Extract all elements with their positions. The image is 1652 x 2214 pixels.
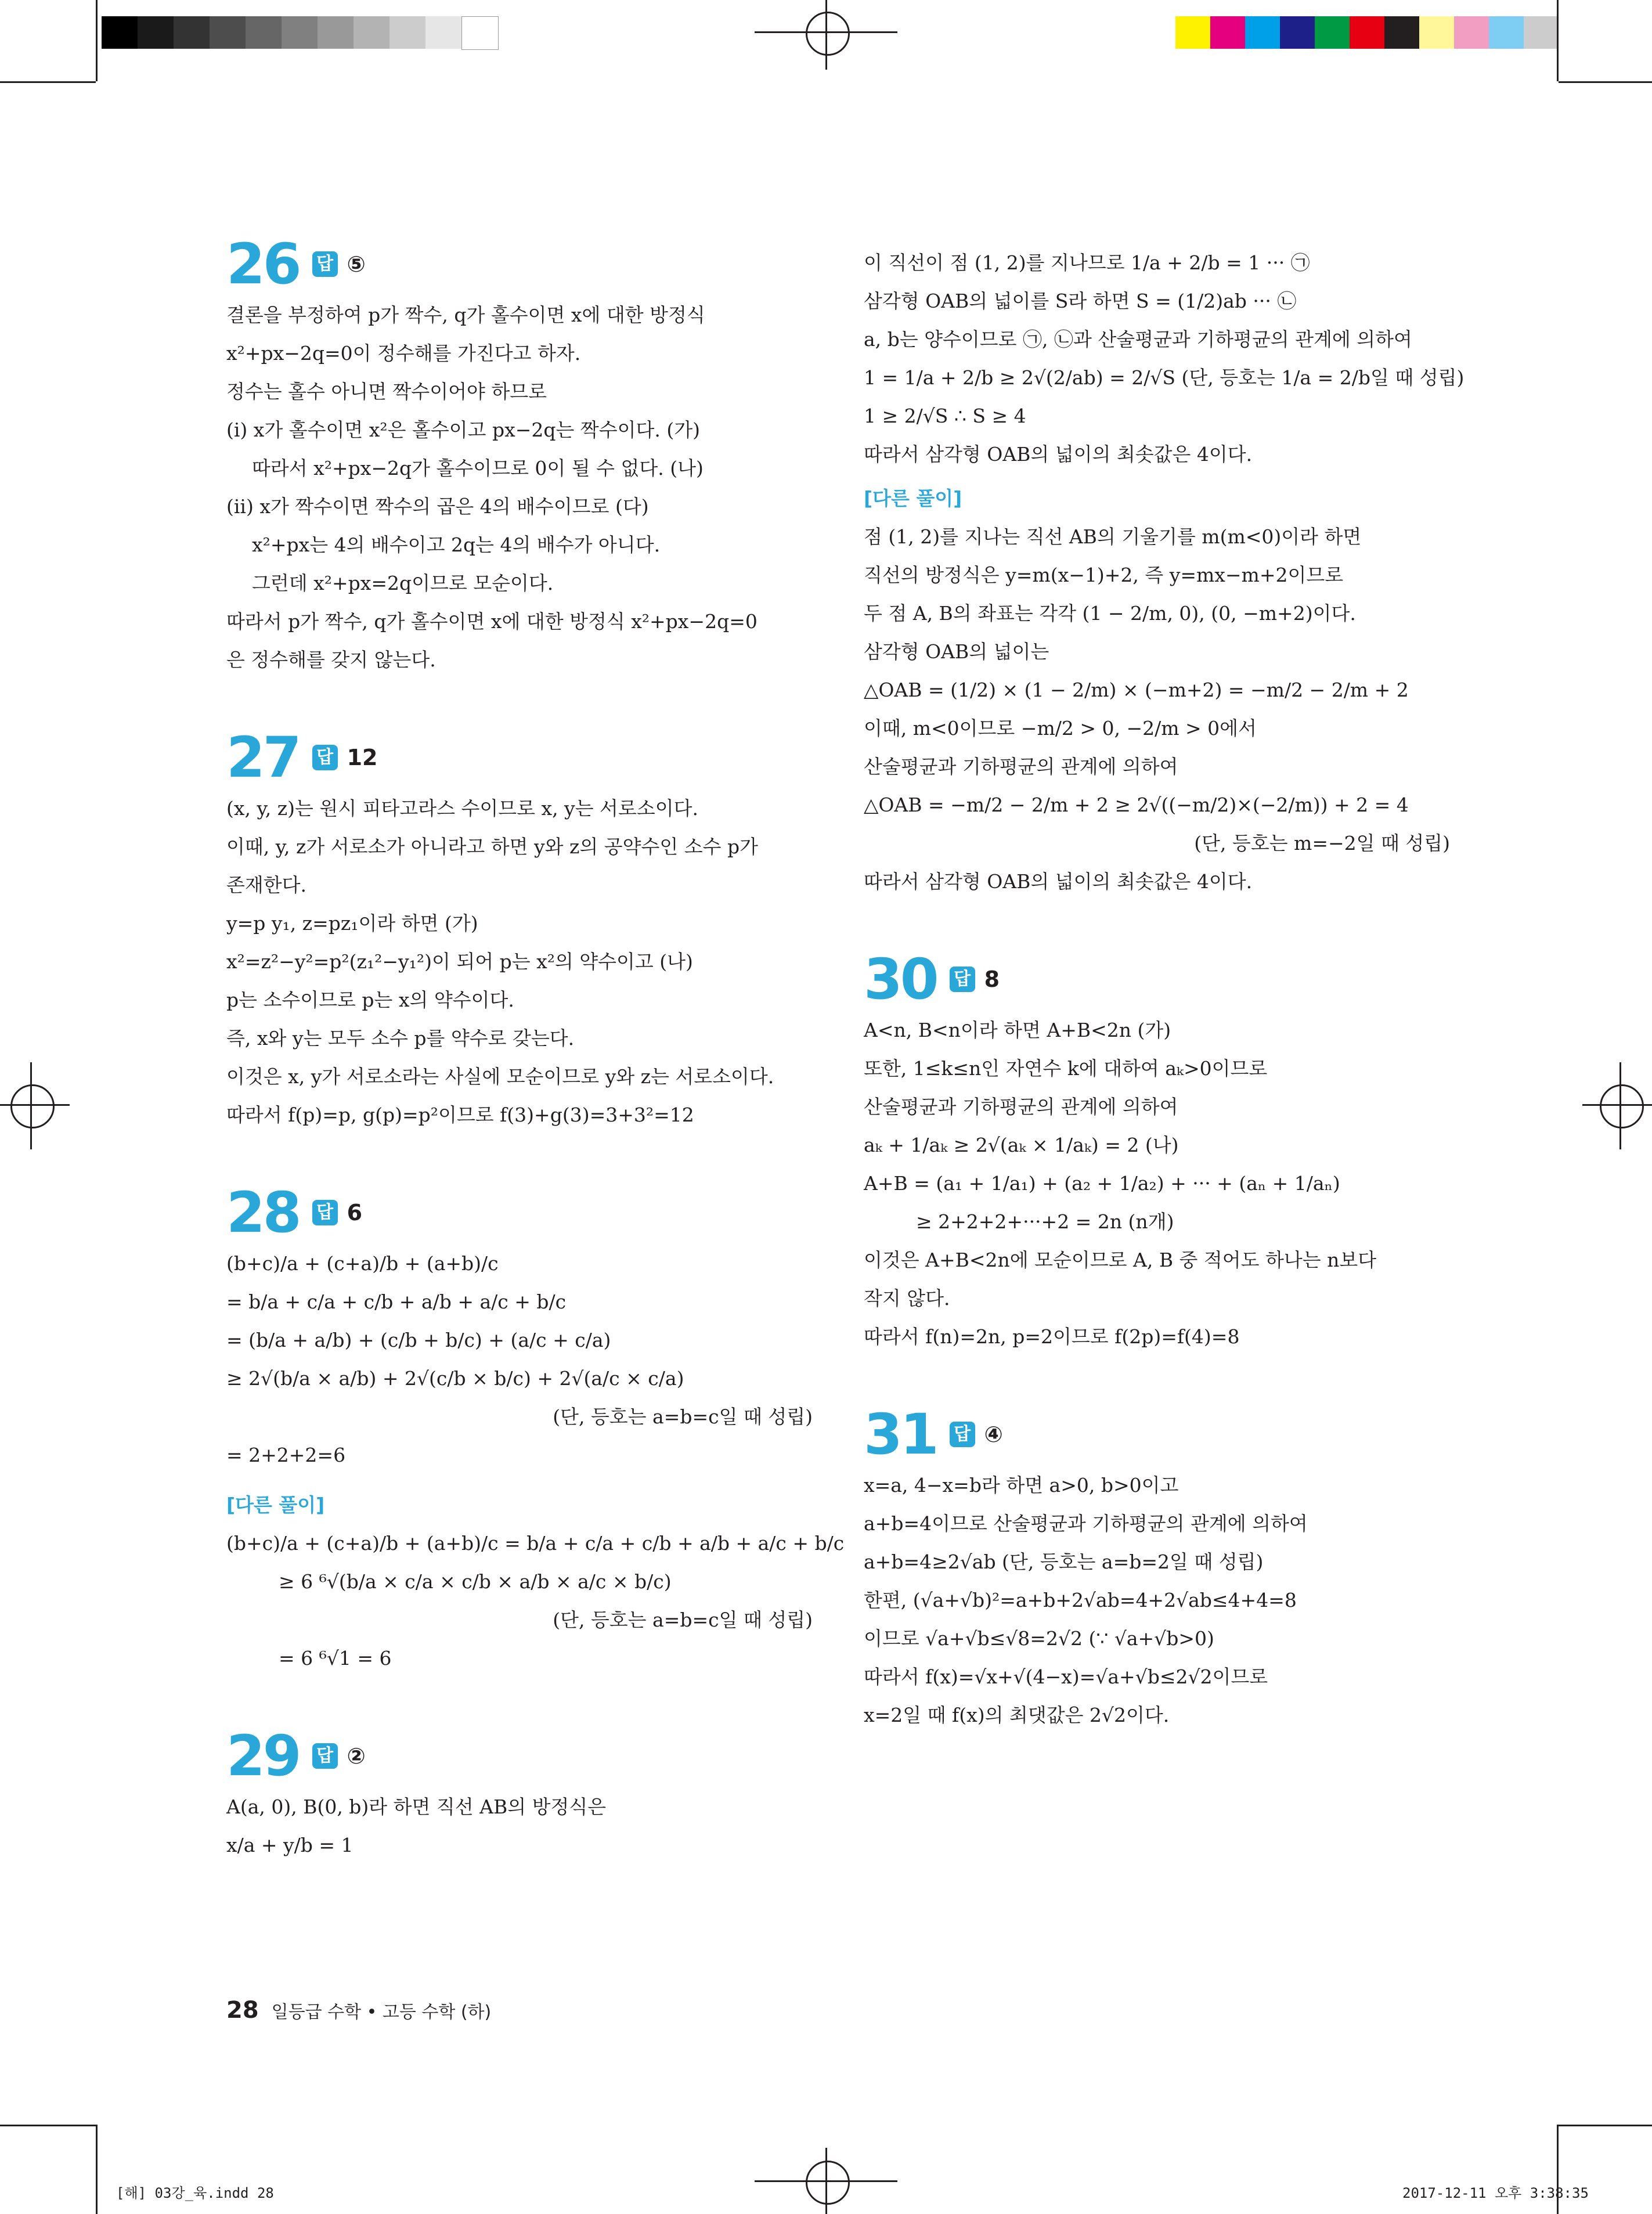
crop-mark (96, 2125, 98, 2214)
answer-badge-icon: 답 (950, 967, 975, 992)
solution-line: a+b=4≥2√ab (단, 등호는 a=b=2일 때 성립) (864, 1550, 1264, 1573)
color-swatch (1245, 16, 1280, 49)
question-number: 30 (864, 947, 937, 1012)
solution-line: a, b는 양수이므로 ㉠, ㉡과 산술평균과 기하평균의 관계에 의하여 (864, 328, 1412, 351)
solution-line: p는 소수이므로 p는 x의 약수이다. (226, 989, 514, 1011)
solution-line: 이 직선이 점 (1, 2)를 지나므로 1/a + 2/b = 1 ··· ㉠ (864, 251, 1310, 274)
color-swatch (1280, 16, 1315, 49)
solution-line: x²+px−2q=0이 정수해를 가진다고 하자. (226, 342, 581, 365)
solution-line: 그런데 x²+px=2q이므로 모순이다. (252, 572, 554, 594)
spacer (226, 1678, 813, 1724)
question-30 (864, 947, 1450, 1402)
solution-line: (i) x가 홀수이면 x²은 홀수이고 px−2q는 짝수이다. (가) (226, 419, 700, 441)
solution-line: (b+c)/a + (c+a)/b + (a+b)/c (226, 1252, 499, 1275)
book-title: 일등급 수학 • 고등 수학 (하) (271, 2002, 492, 2022)
spacer (864, 1356, 1450, 1402)
gray-swatch (246, 16, 282, 49)
answer-value: 8 (984, 967, 1000, 992)
gray-swatch (425, 16, 461, 49)
solution-line: 따라서 f(n)=2n, p=2이므로 f(2p)=f(4)=8 (864, 1325, 1240, 1348)
color-swatch (1454, 16, 1489, 49)
color-swatch (1210, 16, 1245, 49)
gray-swatch (461, 16, 499, 50)
answer-value: 12 (347, 745, 378, 770)
color-swatch (1419, 16, 1454, 49)
solution-line: 두 점 A, B의 좌표는 각각 (1 − 2/m, 0), (0, −m+2)이다. (864, 602, 1356, 625)
spacer (864, 901, 1450, 947)
registration-mark (806, 2161, 850, 2205)
spacer (864, 474, 1450, 479)
gray-swatch (174, 16, 210, 49)
question-number: 26 (226, 232, 300, 297)
solution-line: 점 (1, 2)를 지나는 직선 AB의 기울기를 m(m<0)이라 하면 (864, 525, 1362, 548)
solution-line: (b+c)/a + (c+a)/b + (a+b)/c = b/a + c/a + c/b + a/b + a/c + b/c (226, 1532, 845, 1555)
solution-line: 또한, 1≤k≤n인 자연수 k에 대하여 aₖ>0이므로 (864, 1057, 1268, 1080)
color-swatch (1350, 16, 1384, 49)
solution-line: x²+px는 4의 배수이고 2q는 4의 배수가 아니다. (252, 533, 661, 556)
crop-mark (0, 81, 96, 83)
solution-line: x²=z²−y²=p²(z₁²−y₁²)이 되어 p는 x²의 약수이고 (나) (226, 950, 693, 973)
solution-line: = (b/a + a/b) + (c/b + b/c) + (a/c + c/a) (226, 1329, 611, 1351)
solution-line: 따라서 삼각형 OAB의 넓이의 최솟값은 4이다. (864, 443, 1253, 466)
registration-mark (825, 0, 827, 70)
question-31 (864, 1402, 1450, 1781)
gray-swatch (210, 16, 246, 49)
color-swatch (1524, 16, 1559, 49)
gray-swatch (102, 16, 138, 49)
solution-line: (x, y, z)는 원시 피타고라스 수이므로 x, y는 서로소이다. (226, 797, 698, 820)
solution-line: x=a, 4−x=b라 하면 a>0, b>0이고 (864, 1474, 1179, 1497)
left-column (226, 232, 845, 1911)
solution-line: x/a + y/b = 1 (226, 1834, 354, 1856)
crop-mark (1559, 81, 1652, 83)
solution-line: 삼각형 OAB의 넓이를 S라 하면 S = (1/2)ab ··· ㉡ (864, 290, 1297, 312)
answer-badge-icon: 답 (312, 1200, 338, 1225)
color-swatch (1175, 16, 1210, 49)
question-number: 28 (226, 1180, 300, 1245)
solution-line: 따라서 f(p)=p, g(p)=p²이므로 f(3)+g(3)=3+3²=12 (226, 1104, 694, 1126)
spacer (226, 1134, 813, 1181)
question-header (864, 1402, 1450, 1466)
solution-line: 이것은 A+B<2n에 모순이므로 A, B 중 적어도 하나는 n보다 (864, 1249, 1377, 1271)
question-header (226, 1181, 813, 1245)
gray-swatch (138, 16, 174, 49)
solution-line: aₖ + 1/aₖ ≥ 2√(aₖ × 1/aₖ) = 2 (나) (864, 1134, 1179, 1156)
solution-line: (단, 등호는 m=−2일 때 성립) (1194, 832, 1450, 854)
gray-swatch (282, 16, 318, 49)
answer-badge-icon: 답 (312, 745, 338, 770)
page-footer (226, 1997, 491, 2024)
solution-line: A+B = (a₁ + 1/a₁) + (a₂ + 1/a₂) + ··· + (aₙ + 1/aₙ) (864, 1172, 1340, 1195)
solution-line: 즉, x와 y는 모두 소수 p를 약수로 갖는다. (226, 1027, 575, 1050)
solution-line: = 2+2+2=6 (226, 1444, 346, 1466)
color-swatch (1384, 16, 1419, 49)
solution-line: 결론을 부정하여 p가 짝수, q가 홀수이면 x에 대한 방정식 (226, 304, 705, 326)
solution-line: 1 = 1/a + 2/b ≥ 2√(2/ab) = 2/√S (단, 등호는 1/a = 2/b일 때 성립) (864, 366, 1465, 389)
answer-value: ⑤ (347, 251, 366, 277)
solution-line: 작지 않다. (864, 1287, 950, 1310)
solution-line: 1 ≥ 2/√S ∴ S ≥ 4 (864, 405, 1026, 427)
spacer (864, 1735, 1450, 1781)
registration-mark (1600, 1084, 1644, 1128)
spacer (226, 1865, 813, 1911)
solution-line: a+b=4이므로 산술평균과 기하평균의 관계에 의하여 (864, 1512, 1308, 1535)
question-header (226, 726, 813, 789)
solution-line: A<n, B<n이라 하면 A+B<2n (가) (864, 1019, 1171, 1041)
spacer (226, 679, 813, 726)
slug-filename: [해] 03강_육.indd 28 (116, 2185, 274, 2201)
question-number: 29 (226, 1723, 300, 1788)
solution-line: 직선의 방정식은 y=m(x−1)+2, 즉 y=mx−m+2이므로 (864, 564, 1344, 586)
solution-line: 은 정수해를 갖지 않는다. (226, 648, 436, 671)
question-number: 31 (864, 1402, 937, 1467)
solution-line: 따라서 삼각형 OAB의 넓이의 최솟값은 4이다. (864, 870, 1253, 893)
solution-line: 한편, (√a+√b)²=a+b+2√ab=4+2√ab≤4+4=8 (864, 1589, 1297, 1611)
solution-line: 삼각형 OAB의 넓이는 (864, 640, 1049, 663)
solution-line: ≥ 2√(b/a × a/b) + 2√(c/b × b/c) + 2√(a/c × c/a) (226, 1367, 684, 1390)
solution-line: y=p y₁, z=pz₁이라 하면 (가) (226, 912, 478, 935)
gray-swatch (389, 16, 425, 49)
solution-line: (단, 등호는 a=b=c일 때 성립) (553, 1405, 813, 1428)
question-header (864, 947, 1450, 1011)
registration-mark (10, 1084, 55, 1128)
solution-line: △OAB = (1/2) × (1 − 2/m) × (−m+2) = −m/2 − 2/m + 2 (864, 679, 1409, 701)
solution-line: = b/a + c/a + c/b + a/b + a/c + b/c (226, 1290, 567, 1313)
solution-line: △OAB = −m/2 − 2/m + 2 ≥ 2√((−m/2)×(−2/m)) + 2 = 4 (864, 794, 1409, 816)
question-26 (226, 232, 813, 726)
registration-mark (1619, 1062, 1621, 1149)
solution-line: 이때, y, z가 서로소가 아니라고 하면 y와 z의 공약수인 소수 p가 (226, 835, 758, 858)
gray-swatch (318, 16, 354, 49)
question-28 (226, 1180, 845, 1724)
solution-line: 산술평균과 기하평균의 관계에 의하여 (864, 1095, 1178, 1118)
slug-timestamp: 2017-12-11 오후 3:38:35 (1402, 2185, 1589, 2201)
solution-line: ≥ 2+2+2+···+2 = 2n (n개) (916, 1210, 1174, 1233)
alternate-solution-label: [다른 풀이] (864, 487, 962, 510)
question-header (226, 232, 813, 296)
question-29 (226, 1724, 813, 1911)
solution-line: 따라서 f(x)=√x+√(4−x)=√a+√b≤2√2이므로 (864, 1665, 1268, 1688)
registration-mark (1582, 1104, 1652, 1106)
solution-line: 따라서 p가 짝수, q가 홀수이면 x에 대한 방정식 x²+px−2q=0 (226, 610, 758, 633)
answer-badge-icon: 답 (950, 1422, 975, 1447)
registration-mark (806, 12, 850, 56)
crop-mark (1559, 2125, 1652, 2126)
solution-line: = 6 ⁶√1 = 6 (279, 1647, 392, 1669)
answer-value: 6 (347, 1200, 363, 1225)
question-27 (226, 726, 813, 1181)
solution-line: 이므로 √a+√b≤√8=2√2 (∵ √a+√b>0) (864, 1627, 1214, 1650)
answer-value: ② (347, 1743, 366, 1769)
spacer (226, 1474, 813, 1486)
solution-line: ≥ 6 ⁶√(b/a × c/a × c/b × a/b × a/c × b/c) (279, 1570, 672, 1593)
solution-line: 이것은 x, y가 서로소라는 사실에 모순이므로 y와 z는 서로소이다. (226, 1065, 774, 1088)
registration-mark (825, 2148, 827, 2214)
crop-mark (1557, 0, 1559, 81)
color-swatch (1315, 16, 1350, 49)
alternate-solution-label: [다른 풀이] (226, 1494, 325, 1516)
solution-line: (단, 등호는 a=b=c일 때 성립) (553, 1609, 813, 1631)
question-29-continued (864, 244, 1465, 947)
answer-value: ④ (984, 1422, 1003, 1447)
color-swatch (1489, 16, 1524, 49)
page-number: 28 (226, 1997, 259, 2024)
solution-line: 존재한다. (226, 874, 307, 896)
solution-line: 산술평균과 기하평균의 관계에 의하여 (864, 755, 1178, 778)
registration-mark (0, 1104, 70, 1106)
solution-line: (ii) x가 짝수이면 짝수의 곱은 4의 배수이므로 (다) (226, 495, 649, 518)
right-column (864, 244, 1465, 1781)
crop-mark (96, 0, 98, 81)
solution-line: A(a, 0), B(0, b)라 하면 직선 AB의 방정식은 (226, 1795, 607, 1818)
solution-line: 따라서 x²+px−2q가 홀수이므로 0이 될 수 없다. (나) (252, 457, 704, 479)
question-header (226, 1724, 813, 1788)
solution-line: x=2일 때 f(x)의 최댓값은 2√2이다. (864, 1704, 1170, 1726)
crop-mark (0, 2125, 96, 2126)
gray-swatch (354, 16, 389, 49)
solution-line: 정수는 홀수 아니면 짝수이어야 하므로 (226, 380, 547, 403)
question-number: 27 (226, 725, 300, 790)
registration-mark (30, 1062, 32, 1149)
solution-line: 이때, m<0이므로 −m/2 > 0, −2/m > 0에서 (864, 717, 1257, 740)
answer-badge-icon: 답 (312, 1743, 338, 1769)
answer-badge-icon: 답 (312, 251, 338, 277)
